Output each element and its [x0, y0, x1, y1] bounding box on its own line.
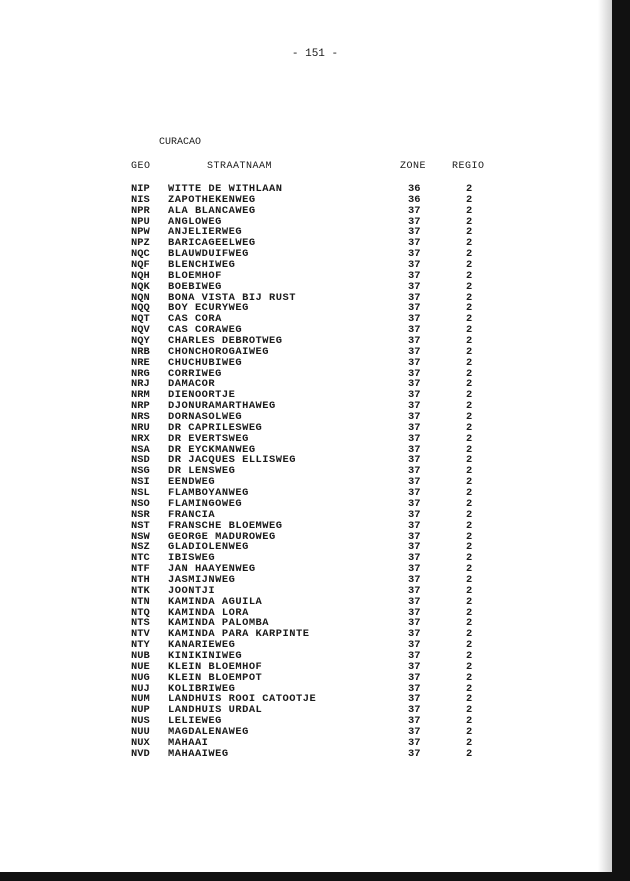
street-name: ZAPOTHEKENWEG [168, 193, 256, 206]
zone: 37 [408, 421, 421, 434]
geo-code: NSI [131, 476, 150, 489]
geo-code: NQC [131, 248, 150, 261]
geo-code: NQT [131, 313, 150, 326]
regio: 2 [466, 530, 473, 543]
zone: 37 [408, 432, 421, 445]
regio: 2 [466, 487, 473, 500]
geo-code: NRE [131, 356, 150, 369]
regio: 2 [466, 215, 473, 228]
street-name: KAMINDA LORA [168, 606, 249, 619]
table-row [0, 401, 630, 412]
street-name: CAS CORAWEG [168, 324, 243, 337]
zone: 37 [408, 563, 421, 576]
table-row [0, 379, 630, 390]
regio: 2 [466, 476, 473, 489]
zone: 37 [408, 443, 421, 456]
street-name: BOEBIWEG [168, 280, 222, 293]
geo-code: NRJ [131, 378, 150, 391]
table-row [0, 640, 630, 651]
table-row [0, 303, 630, 314]
regio: 2 [466, 183, 473, 195]
table-row [0, 358, 630, 369]
geo-code: NUB [131, 649, 150, 662]
regio: 2 [466, 573, 473, 586]
header-zone: ZONE [400, 161, 427, 172]
table-row [0, 738, 630, 749]
geo-code: NTF [131, 563, 150, 576]
zone: 37 [408, 313, 421, 326]
table-row [0, 434, 630, 445]
street-name: MAHAAI [168, 736, 209, 749]
geo-code: NIP [131, 183, 150, 195]
regio: 2 [466, 704, 473, 717]
table-row [0, 369, 630, 380]
street-name: LANDHUIS URDAL [168, 704, 263, 717]
table-row [0, 521, 630, 532]
zone: 37 [408, 215, 421, 228]
zone: 37 [408, 617, 421, 630]
zone: 37 [408, 552, 421, 565]
regio: 2 [466, 324, 473, 337]
regio: 2 [466, 736, 473, 749]
geo-code: NTC [131, 552, 150, 565]
regio: 2 [466, 541, 473, 554]
zone: 37 [408, 715, 421, 728]
regio: 2 [466, 682, 473, 695]
street-name: LANDHUIS ROOI CATOOTJE [168, 693, 317, 706]
regio: 2 [466, 747, 473, 760]
zone: 37 [408, 367, 421, 380]
street-name: KAMINDA PARA KARPINTE [168, 628, 310, 641]
regio: 2 [466, 313, 473, 326]
table-row [0, 618, 630, 629]
zone: 36 [408, 183, 421, 195]
table-row [0, 412, 630, 423]
geo-code: NQY [131, 335, 150, 348]
zone: 37 [408, 606, 421, 619]
geo-code: NRM [131, 389, 150, 402]
regio: 2 [466, 595, 473, 608]
table-row [0, 651, 630, 662]
street-name: IBISWEG [168, 552, 216, 565]
header-regio: REGIO [452, 161, 485, 172]
street-name: FRANCIA [168, 508, 216, 521]
geo-code: NQN [131, 291, 150, 304]
street-name: DAMACOR [168, 378, 216, 391]
table-row [0, 195, 630, 206]
street-name: DR EVERTSWEG [168, 432, 249, 445]
table-row [0, 586, 630, 597]
region-title: CURACAO [159, 137, 202, 148]
zone: 37 [408, 519, 421, 532]
geo-code: NRG [131, 367, 150, 380]
table-row [0, 466, 630, 477]
geo-code: NSL [131, 487, 150, 500]
table-row [0, 455, 630, 466]
geo-code: NSA [131, 443, 150, 456]
table-row [0, 184, 630, 195]
regio: 2 [466, 204, 473, 217]
table-row [0, 564, 630, 575]
zone: 37 [408, 487, 421, 500]
zone: 37 [408, 411, 421, 424]
geo-code: NST [131, 519, 150, 532]
regio: 2 [466, 237, 473, 250]
geo-code: NUE [131, 660, 150, 673]
geo-code: NUJ [131, 682, 150, 695]
table-row [0, 423, 630, 434]
zone: 37 [408, 704, 421, 717]
street-name: CHARLES DEBROTWEG [168, 335, 283, 348]
geo-code: NSZ [131, 541, 150, 554]
table-row [0, 532, 630, 543]
zone: 37 [408, 682, 421, 695]
geo-code: NQV [131, 324, 150, 337]
table-row [0, 390, 630, 401]
geo-code: NQK [131, 280, 150, 293]
zone: 37 [408, 465, 421, 478]
regio: 2 [466, 671, 473, 684]
geo-code: NTS [131, 617, 150, 630]
geo-code: NTN [131, 595, 150, 608]
zone: 37 [408, 497, 421, 510]
geo-code: NUP [131, 704, 150, 717]
street-name: DR JACQUES ELLISWEG [168, 454, 296, 467]
regio: 2 [466, 226, 473, 239]
zone: 37 [408, 248, 421, 261]
table-row [0, 727, 630, 738]
regio: 2 [466, 345, 473, 358]
table-row [0, 293, 630, 304]
zone: 37 [408, 649, 421, 662]
zone: 37 [408, 747, 421, 760]
table-row [0, 608, 630, 619]
street-name: JAN HAAYENWEG [168, 563, 256, 576]
street-name: DR CAPRILESWEG [168, 421, 263, 434]
street-name: DR EYCKMANWEG [168, 443, 256, 456]
street-name: MAHAAIWEG [168, 747, 229, 760]
regio: 2 [466, 649, 473, 662]
geo-code: NQH [131, 269, 150, 282]
regio: 2 [466, 367, 473, 380]
street-name: KAMINDA AGUILA [168, 595, 263, 608]
geo-code: NSR [131, 508, 150, 521]
regio: 2 [466, 400, 473, 413]
regio: 2 [466, 259, 473, 272]
regio: 2 [466, 725, 473, 738]
zone: 37 [408, 530, 421, 543]
zone: 37 [408, 693, 421, 706]
street-name: DJONURAMARTHAWEG [168, 400, 276, 413]
geo-code: NSD [131, 454, 150, 467]
zone: 37 [408, 725, 421, 738]
zone: 37 [408, 204, 421, 217]
table-row [0, 325, 630, 336]
table-row [0, 445, 630, 456]
street-list [0, 184, 630, 760]
page-number: - 151 - [291, 48, 339, 60]
table-row [0, 705, 630, 716]
street-name: KANARIEWEG [168, 639, 236, 652]
regio: 2 [466, 280, 473, 293]
table-row [0, 597, 630, 608]
geo-code: NQQ [131, 302, 150, 315]
regio: 2 [466, 389, 473, 402]
regio: 2 [466, 519, 473, 532]
regio: 2 [466, 411, 473, 424]
scan-border-bottom [0, 872, 630, 881]
zone: 37 [408, 736, 421, 749]
regio: 2 [466, 693, 473, 706]
regio: 2 [466, 715, 473, 728]
regio: 2 [466, 660, 473, 673]
table-row [0, 694, 630, 705]
regio: 2 [466, 465, 473, 478]
street-name: DIENOORTJE [168, 389, 236, 402]
table-row [0, 510, 630, 521]
zone: 37 [408, 639, 421, 652]
geo-code: NRS [131, 411, 150, 424]
street-name: DR LENSWEG [168, 465, 236, 478]
regio: 2 [466, 356, 473, 369]
zone: 37 [408, 573, 421, 586]
street-name: FRANSCHE BLOEMWEG [168, 519, 283, 532]
street-name: KINIKINIWEG [168, 649, 243, 662]
geo-code: NTQ [131, 606, 150, 619]
street-name: MAGDALENAWEG [168, 725, 249, 738]
regio: 2 [466, 508, 473, 521]
zone: 37 [408, 280, 421, 293]
street-name: ALA BLANCAWEG [168, 204, 256, 217]
header-geo: GEO [131, 161, 151, 172]
geo-code: NRP [131, 400, 150, 413]
street-name: DORNASOLWEG [168, 411, 243, 424]
regio: 2 [466, 497, 473, 510]
table-row [0, 260, 630, 271]
geo-code: NPR [131, 204, 150, 217]
table-row [0, 629, 630, 640]
regio: 2 [466, 421, 473, 434]
table-row [0, 227, 630, 238]
regio: 2 [466, 584, 473, 597]
table-row [0, 282, 630, 293]
geo-code: NRB [131, 345, 150, 358]
zone: 37 [408, 541, 421, 554]
geo-code: NUM [131, 693, 150, 706]
zone: 37 [408, 302, 421, 315]
regio: 2 [466, 291, 473, 304]
street-name: KAMINDA PALOMBA [168, 617, 270, 630]
zone: 37 [408, 454, 421, 467]
street-name: EENDWEG [168, 476, 216, 489]
regio: 2 [466, 628, 473, 641]
street-name: FLAMINGOWEG [168, 497, 243, 510]
regio: 2 [466, 193, 473, 206]
table-row [0, 336, 630, 347]
geo-code: NUS [131, 715, 150, 728]
table-row [0, 249, 630, 260]
geo-code: NUG [131, 671, 150, 684]
geo-code: NIS [131, 193, 150, 206]
zone: 37 [408, 226, 421, 239]
table-row [0, 238, 630, 249]
street-name: KLEIN BLOEMHOF [168, 660, 263, 673]
zone: 37 [408, 389, 421, 402]
street-name: JASMIJNWEG [168, 573, 236, 586]
geo-code: NQF [131, 259, 150, 272]
street-name: CORRIWEG [168, 367, 222, 380]
geo-code: NTV [131, 628, 150, 641]
table-row [0, 716, 630, 727]
regio: 2 [466, 378, 473, 391]
zone: 37 [408, 660, 421, 673]
table-row [0, 673, 630, 684]
street-name: JOONTJI [168, 584, 216, 597]
zone: 37 [408, 476, 421, 489]
zone: 37 [408, 671, 421, 684]
street-name: KOLIBRIWEG [168, 682, 236, 695]
geo-code: NVD [131, 747, 150, 760]
zone: 37 [408, 508, 421, 521]
street-name: ANGLOWEG [168, 215, 222, 228]
table-row [0, 553, 630, 564]
street-name: BLOEMHOF [168, 269, 222, 282]
table-row [0, 314, 630, 325]
zone: 37 [408, 291, 421, 304]
zone: 37 [408, 378, 421, 391]
street-name: LELIEWEG [168, 715, 222, 728]
street-name: BOY ECURYWEG [168, 302, 249, 315]
table-row [0, 206, 630, 217]
zone: 37 [408, 584, 421, 597]
regio: 2 [466, 335, 473, 348]
geo-code: NPZ [131, 237, 150, 250]
geo-code: NUU [131, 725, 150, 738]
geo-code: NTH [131, 573, 150, 586]
geo-code: NSG [131, 465, 150, 478]
zone: 37 [408, 237, 421, 250]
geo-code: NSW [131, 530, 150, 543]
table-row [0, 488, 630, 499]
regio: 2 [466, 443, 473, 456]
table-row [0, 662, 630, 673]
regio: 2 [466, 454, 473, 467]
zone: 37 [408, 595, 421, 608]
table-row [0, 477, 630, 488]
table-row [0, 217, 630, 228]
zone: 36 [408, 193, 421, 206]
street-name: BONA VISTA BIJ RUST [168, 291, 296, 304]
regio: 2 [466, 248, 473, 261]
regio: 2 [466, 552, 473, 565]
geo-code: NTK [131, 584, 150, 597]
street-name: BLENCHIWEG [168, 259, 236, 272]
geo-code: NPU [131, 215, 150, 228]
header-street: STRAATNAAM [207, 161, 273, 172]
regio: 2 [466, 617, 473, 630]
geo-code: NRX [131, 432, 150, 445]
regio: 2 [466, 302, 473, 315]
street-name: KLEIN BLOEMPOT [168, 671, 263, 684]
street-name: CAS CORA [168, 313, 222, 326]
table-row [0, 542, 630, 553]
street-name: ANJELIERWEG [168, 226, 243, 239]
table-row [0, 347, 630, 358]
table-row [0, 499, 630, 510]
zone: 37 [408, 324, 421, 337]
zone: 37 [408, 335, 421, 348]
street-name: WITTE DE WITHLAAN [168, 183, 283, 195]
street-name: GLADIOLENWEG [168, 541, 249, 554]
regio: 2 [466, 639, 473, 652]
street-name: FLAMBOYANWEG [168, 487, 249, 500]
zone: 37 [408, 400, 421, 413]
geo-code: NSO [131, 497, 150, 510]
street-name: BLAUWDUIFWEG [168, 248, 249, 261]
geo-code: NRU [131, 421, 150, 434]
geo-code: NTY [131, 639, 150, 652]
regio: 2 [466, 606, 473, 619]
zone: 37 [408, 345, 421, 358]
geo-code: NUX [131, 736, 150, 749]
street-name: CHONCHOROGAIWEG [168, 345, 270, 358]
table-row [0, 271, 630, 282]
zone: 37 [408, 259, 421, 272]
street-name: GEORGE MADUROWEG [168, 530, 276, 543]
street-name: CHUCHUBIWEG [168, 356, 243, 369]
table-row [0, 575, 630, 586]
zone: 37 [408, 628, 421, 641]
zone: 37 [408, 269, 421, 282]
zone: 37 [408, 356, 421, 369]
regio: 2 [466, 563, 473, 576]
geo-code: NPW [131, 226, 150, 239]
street-name: BARICAGEELWEG [168, 237, 256, 250]
regio: 2 [466, 269, 473, 282]
table-row [0, 749, 630, 760]
regio: 2 [466, 432, 473, 445]
